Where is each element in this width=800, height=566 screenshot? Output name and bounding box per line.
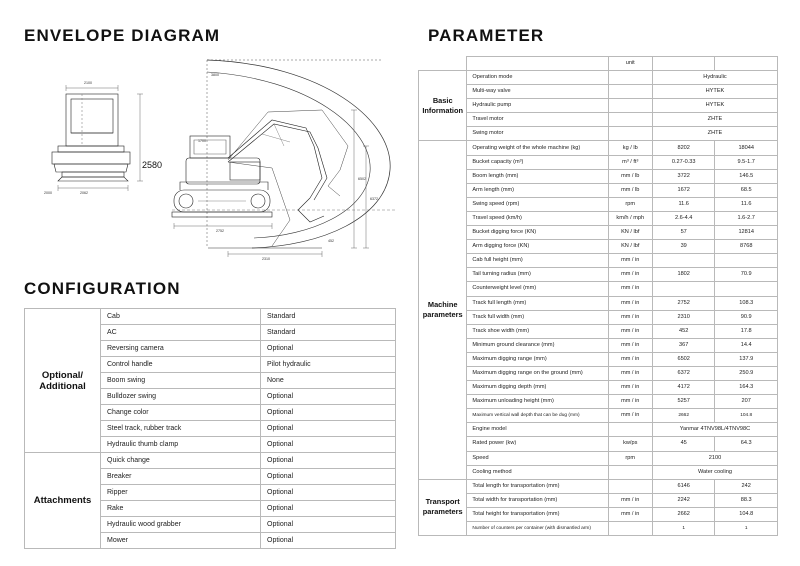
parameter-value-merged: ZHTE — [652, 127, 777, 141]
parameter-name: Arm digging force (KN) — [467, 240, 608, 254]
config-item-name: Bulldozer swing — [101, 389, 261, 405]
parameter-value-imperial: 1.6-2.7 — [715, 211, 778, 225]
config-item-value: Optional — [261, 485, 396, 501]
parameter-header-value1-cell — [652, 57, 715, 71]
parameter-header-group-cell — [419, 57, 467, 71]
parameter-value-imperial: 146.5 — [715, 169, 778, 183]
parameter-value-imperial: 18044 — [715, 141, 778, 155]
parameter-unit: mm / in — [608, 409, 652, 423]
parameter-value-metric: 2310 — [652, 310, 715, 324]
dim-label-2310: 2310 — [262, 257, 270, 261]
config-item-value: Standard — [261, 325, 396, 341]
parameter-unit: mm / in — [608, 493, 652, 507]
config-item-value: Standard — [261, 309, 396, 325]
parameter-unit: m³ / ft³ — [608, 155, 652, 169]
parameter-unit: KN / lbf — [608, 240, 652, 254]
parameter-name: Swing motor — [467, 127, 608, 141]
parameter-value-metric: 57 — [652, 226, 715, 240]
table-row — [419, 183, 778, 197]
parameter-unit: KN / lbf — [608, 226, 652, 240]
parameter-unit — [608, 113, 652, 127]
configuration-title: CONFIGURATION — [24, 279, 181, 298]
parameter-value-imperial: 9.5-1.7 — [715, 155, 778, 169]
parameter-unit — [608, 85, 652, 99]
parameter-name: Boom length (mm) — [467, 169, 608, 183]
parameter-value-metric: 6502 — [652, 352, 715, 366]
table-row — [419, 113, 778, 127]
parameter-unit: mm / in — [608, 282, 652, 296]
parameter-name: Hydraulic pump — [467, 99, 608, 113]
parameter-name: Swing speed (rpm) — [467, 197, 608, 211]
parameter-unit: mm / in — [608, 268, 652, 282]
config-item-name: Steel track, rubber track — [101, 421, 261, 437]
parameter-unit: mm / in — [608, 310, 652, 324]
parameter-name: Bucket capacity (m³) — [467, 155, 608, 169]
parameter-name: Multi-way valve — [467, 85, 608, 99]
config-group-label: Optional/ Additional — [25, 309, 101, 453]
parameter-name: Operation mode — [467, 71, 608, 85]
parameter-name: Maximum digging depth (mm) — [467, 381, 608, 395]
config-item-value: Pilot hydraulic — [261, 357, 396, 373]
table-row — [419, 141, 778, 155]
config-item-name: Change color — [101, 405, 261, 421]
table-row — [25, 453, 396, 469]
parameter-name: Cab full height (mm) — [467, 254, 608, 268]
envelope-diagram-figure — [22, 50, 402, 268]
parameter-value-imperial — [715, 282, 778, 296]
table-row — [419, 366, 778, 380]
parameter-value-merged: HYTEK — [652, 99, 777, 113]
parameter-title: PARAMETER — [428, 26, 545, 45]
parameter-unit — [608, 71, 652, 85]
dim-label-452: 452 — [328, 239, 334, 243]
parameter-unit: mm / in — [608, 352, 652, 366]
config-item-value: Optional — [261, 341, 396, 357]
parameter-value-imperial: 88.3 — [715, 493, 778, 507]
parameter-name: Engine model — [467, 423, 608, 437]
config-item-value: Optional — [261, 389, 396, 405]
table-row — [419, 226, 778, 240]
table-row — [419, 85, 778, 99]
parameter-name: Number of counters per container (with dismantled arm) — [467, 522, 608, 536]
table-row — [419, 211, 778, 225]
envelope-diagram-title: ENVELOPE DIAGRAM — [24, 26, 221, 45]
parameter-value-imperial: 104.8 — [715, 507, 778, 521]
parameter-name: Minimum ground clearance (mm) — [467, 338, 608, 352]
parameter-unit: mm / lb — [608, 169, 652, 183]
table-row — [419, 99, 778, 113]
table-row — [419, 197, 778, 211]
parameter-value-merged: HYTEK — [652, 85, 777, 99]
config-item-name: Rake — [101, 501, 261, 517]
parameter-unit — [608, 423, 652, 437]
parameter-value-metric: 452 — [652, 324, 715, 338]
parameter-name: Speed — [467, 451, 608, 465]
parameter-header-unit-cell: unit — [608, 57, 652, 71]
parameter-group-label: Transport parameters — [419, 479, 467, 535]
table-row — [419, 282, 778, 296]
config-item-name: Hydraulic thumb clamp — [101, 437, 261, 453]
dim-label-6502: 6502 — [358, 177, 366, 181]
parameter-value-imperial: 11.6 — [715, 197, 778, 211]
config-item-name: Mower — [101, 533, 261, 549]
table-row — [419, 310, 778, 324]
config-item-value: Optional — [261, 501, 396, 517]
parameter-value-imperial: 17.8 — [715, 324, 778, 338]
parameter-unit: km/h / mph — [608, 211, 652, 225]
parameter-value-metric: 2.6-4.4 — [652, 211, 715, 225]
parameter-unit: mm / in — [608, 507, 652, 521]
parameter-name: Total width for transportation (mm) — [467, 493, 608, 507]
dim-label-2062: 2062 — [80, 191, 88, 195]
parameter-value-imperial: 250.9 — [715, 366, 778, 380]
parameter-value-metric: 6372 — [652, 366, 715, 380]
parameter-name: Track full width (mm) — [467, 310, 608, 324]
table-row — [419, 409, 778, 423]
config-item-value: Optional — [261, 533, 396, 549]
parameter-unit: kw/ps — [608, 437, 652, 451]
parameter-value-metric: 2242 — [652, 493, 715, 507]
table-row — [419, 423, 778, 437]
parameter-name: Tail turning radius (mm) — [467, 268, 608, 282]
parameter-value-imperial: 8768 — [715, 240, 778, 254]
config-item-name: Breaker — [101, 469, 261, 485]
parameter-value-metric: 6146 — [652, 479, 715, 493]
parameter-unit: mm / lb — [608, 183, 652, 197]
config-item-name: Ripper — [101, 485, 261, 501]
parameter-value-imperial: 108.3 — [715, 296, 778, 310]
table-row — [419, 155, 778, 169]
parameter-value-metric: 367 — [652, 338, 715, 352]
parameter-value-metric: 2662 — [652, 409, 715, 423]
dim-label-2000: 2000 — [44, 191, 52, 195]
parameter-name: Maximum vertical wall depth that can be dug (mm) — [467, 409, 608, 423]
dim-label-2752: 2752 — [216, 229, 224, 233]
parameter-header-name-cell — [467, 57, 608, 71]
parameter-value-imperial — [715, 254, 778, 268]
parameter-name: Total length for transportation (mm) — [467, 479, 608, 493]
parameter-name: Travel speed (km/h) — [467, 211, 608, 225]
dim-label-3800: 3800 — [211, 73, 219, 77]
parameter-unit: mm / in — [608, 338, 652, 352]
table-row — [419, 479, 778, 493]
parameter-value-merged: 2100 — [652, 451, 777, 465]
parameter-value-metric — [652, 282, 715, 296]
table-row — [419, 268, 778, 282]
parameter-name: Maximum unloading height (mm) — [467, 395, 608, 409]
config-item-name: Reversing camera — [101, 341, 261, 357]
parameter-value-metric: 5257 — [652, 395, 715, 409]
parameter-value-imperial: 242 — [715, 479, 778, 493]
envelope-main-height-label: 2580 — [142, 160, 163, 170]
config-item-name: Control handle — [101, 357, 261, 373]
parameter-unit: mm / in — [608, 395, 652, 409]
config-item-value: Optional — [261, 421, 396, 437]
parameter-table-header-row — [419, 57, 778, 71]
table-row — [419, 493, 778, 507]
parameter-name: Counterweight level (mm) — [467, 282, 608, 296]
parameter-unit — [608, 522, 652, 536]
parameter-group-label: Machine parameters — [419, 141, 467, 479]
parameter-value-metric: 45 — [652, 437, 715, 451]
parameter-value-merged: Water cooling — [652, 465, 777, 479]
parameter-unit — [608, 465, 652, 479]
parameter-name: Cooling method — [467, 465, 608, 479]
table-row — [419, 522, 778, 536]
parameter-value-imperial: 137.9 — [715, 352, 778, 366]
parameter-value-metric: 3722 — [652, 169, 715, 183]
config-item-name: Cab — [101, 309, 261, 325]
parameter-value-metric: 1 — [652, 522, 715, 536]
parameter-value-merged: ZHTE — [652, 113, 777, 127]
config-item-value: Optional — [261, 469, 396, 485]
table-row — [419, 381, 778, 395]
parameter-name: Rated power (kw) — [467, 437, 608, 451]
table-row — [419, 507, 778, 521]
parameter-group-label: Basic Information — [419, 71, 467, 141]
parameter-name: Total height for transportation (mm) — [467, 507, 608, 521]
table-row — [419, 71, 778, 85]
table-row — [419, 324, 778, 338]
table-row — [419, 437, 778, 451]
config-item-value: Optional — [261, 437, 396, 453]
table-row — [419, 465, 778, 479]
parameter-name: Bucket digging force (KN) — [467, 226, 608, 240]
parameter-unit: mm / in — [608, 296, 652, 310]
dim-label-2100: 2100 — [84, 81, 92, 85]
parameter-name: Travel motor — [467, 113, 608, 127]
parameter-value-metric: 2752 — [652, 296, 715, 310]
parameter-value-merged: Hydraulic — [652, 71, 777, 85]
parameter-name: Track shoe width (mm) — [467, 324, 608, 338]
parameter-value-metric: 1672 — [652, 183, 715, 197]
dim-label-6372: 6372 — [370, 197, 378, 201]
config-item-value: Optional — [261, 453, 396, 469]
parameter-unit — [608, 99, 652, 113]
parameter-value-metric: 39 — [652, 240, 715, 254]
parameter-value-metric: 4172 — [652, 381, 715, 395]
configuration-table-body — [25, 309, 396, 549]
parameter-value-metric: 11.6 — [652, 197, 715, 211]
parameter-value-metric — [652, 254, 715, 268]
parameter-value-merged: Yanmar 4TNV98L/4TNV98C — [652, 423, 777, 437]
config-item-value: Optional — [261, 405, 396, 421]
table-row — [419, 338, 778, 352]
parameter-value-imperial: 70.9 — [715, 268, 778, 282]
config-item-name: Quick change — [101, 453, 261, 469]
parameter-value-imperial: 90.9 — [715, 310, 778, 324]
config-item-value: Optional — [261, 517, 396, 533]
envelope-diagram-svg — [22, 50, 402, 268]
config-item-value: None — [261, 373, 396, 389]
table-row — [419, 254, 778, 268]
parameter-unit: rpm — [608, 451, 652, 465]
dim-label-1700: 1700 — [198, 139, 206, 143]
parameter-name: Maximum digging range (mm) — [467, 352, 608, 366]
parameter-unit: mm / in — [608, 381, 652, 395]
config-item-name: Hydraulic wood grabber — [101, 517, 261, 533]
parameter-name: Arm length (mm) — [467, 183, 608, 197]
parameter-value-metric: 0.27-0.33 — [652, 155, 715, 169]
parameter-value-imperial: 207 — [715, 395, 778, 409]
table-row — [419, 395, 778, 409]
parameter-value-imperial: 64.3 — [715, 437, 778, 451]
parameter-value-imperial: 68.5 — [715, 183, 778, 197]
table-row — [419, 127, 778, 141]
table-row — [419, 296, 778, 310]
parameter-value-imperial: 14.4 — [715, 338, 778, 352]
configuration-table — [24, 308, 396, 549]
parameter-name: Operating weight of the whole machine (kg) — [467, 141, 608, 155]
parameter-value-imperial: 12814 — [715, 226, 778, 240]
parameter-header-value2-cell — [715, 57, 778, 71]
parameter-value-metric: 2662 — [652, 507, 715, 521]
table-row — [25, 309, 396, 325]
parameter-name: Track full length (mm) — [467, 296, 608, 310]
parameter-table-body — [419, 57, 778, 536]
parameter-value-metric: 8202 — [652, 141, 715, 155]
config-item-name: Boom swing — [101, 373, 261, 389]
parameter-unit: mm / in — [608, 366, 652, 380]
table-row — [419, 451, 778, 465]
config-item-name: AC — [101, 325, 261, 341]
parameter-unit: mm / in — [608, 324, 652, 338]
table-row — [419, 169, 778, 183]
parameter-table — [418, 56, 778, 536]
parameter-unit: rpm — [608, 197, 652, 211]
parameter-unit: mm / in — [608, 254, 652, 268]
config-group-label: Attachments — [25, 453, 101, 549]
parameter-name: Maximum digging range on the ground (mm) — [467, 366, 608, 380]
parameter-unit — [608, 479, 652, 493]
table-row — [419, 240, 778, 254]
parameter-value-imperial: 104.8 — [715, 409, 778, 423]
parameter-value-imperial: 164.3 — [715, 381, 778, 395]
table-row — [419, 352, 778, 366]
parameter-unit — [608, 127, 652, 141]
parameter-value-imperial: 1 — [715, 522, 778, 536]
parameter-unit: kg / lb — [608, 141, 652, 155]
parameter-value-metric: 1802 — [652, 268, 715, 282]
